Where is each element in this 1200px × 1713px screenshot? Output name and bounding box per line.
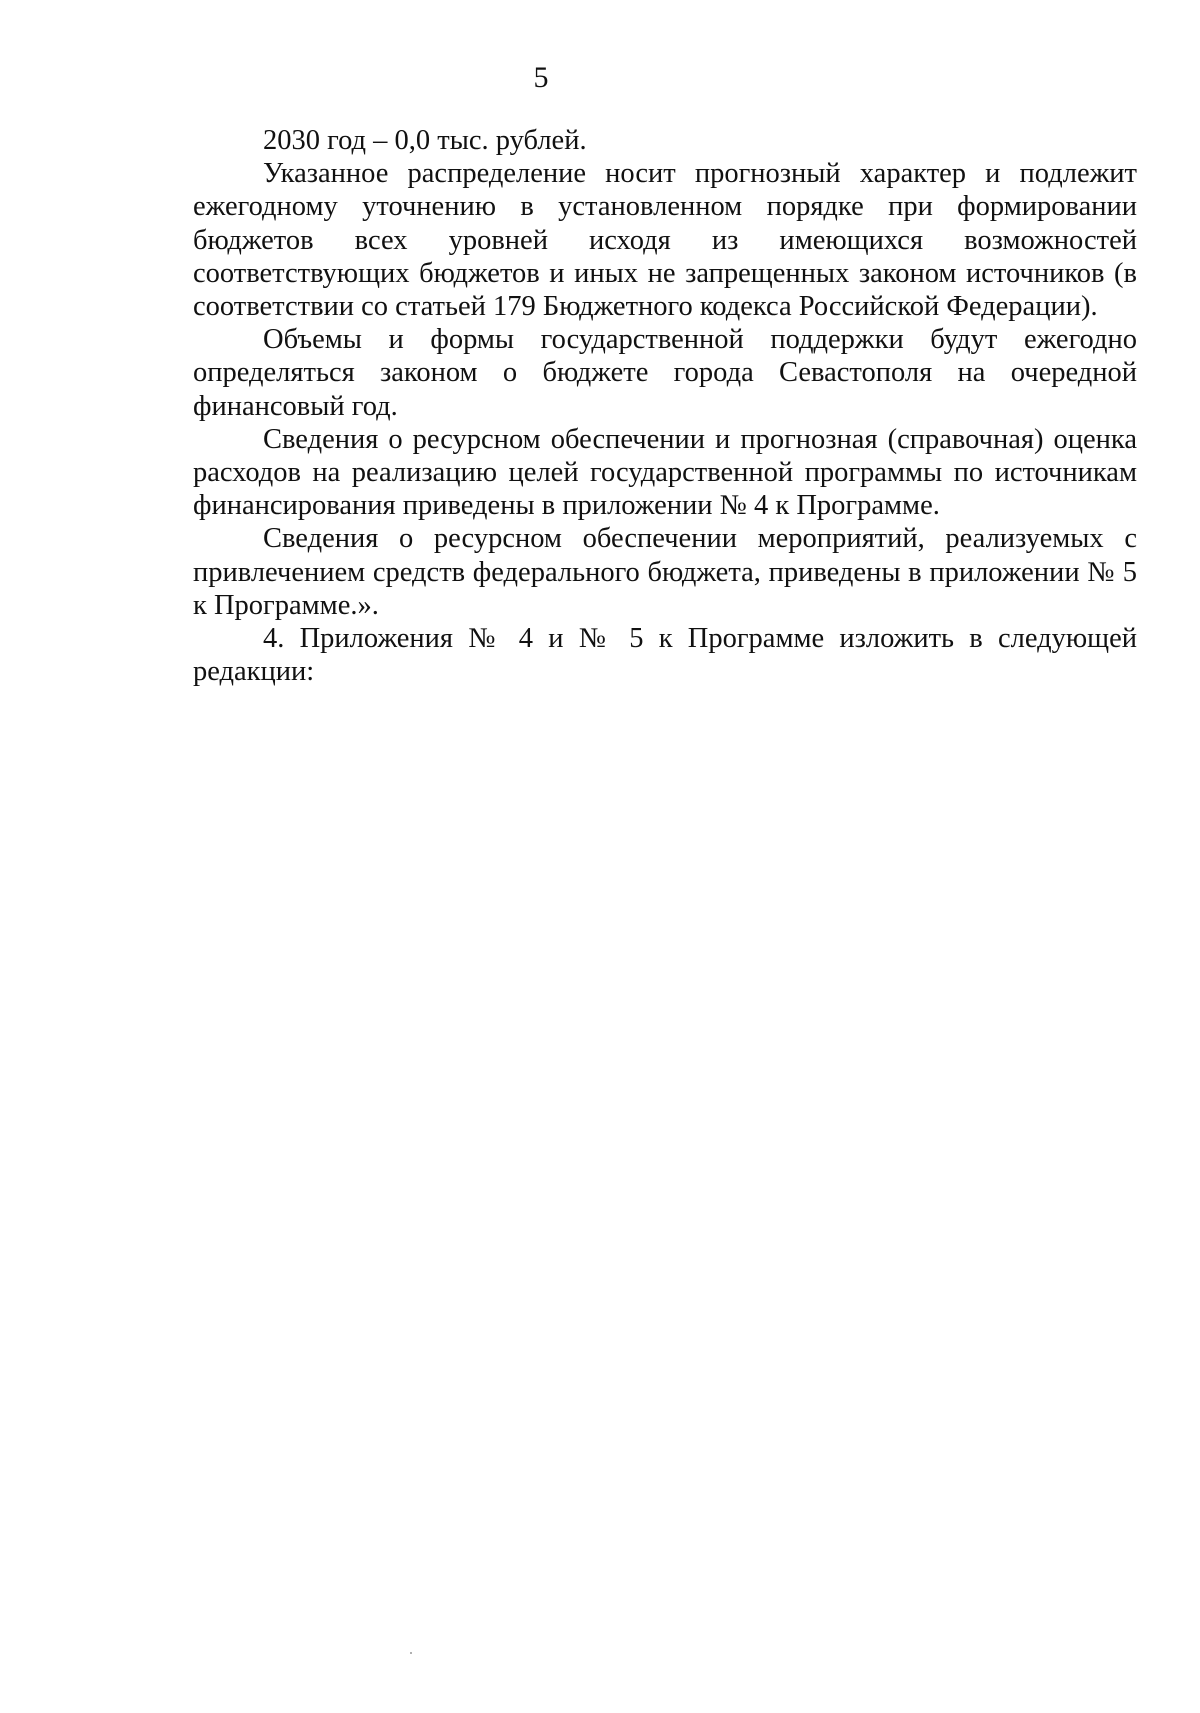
page-number: 5 [533, 61, 549, 94]
paragraph-amendment-item-4: 4. Приложения № 4 и № 5 к Программе изложить в следующей редакции: [193, 623, 1137, 688]
scan-artifact [410, 1652, 412, 1654]
paragraph-state-support: Объемы и формы государственной поддержки будут ежегодно определяться законом о бюджете города Севастополя на очередной финансовый год. [193, 324, 1137, 422]
paragraph-resource-appendix-4: Сведения о ресурсном обеспечении и прогнозная (справочная) оценка расходов на реализацию целей государственной программы по источникам финансирования приведены в приложении № 4 к Программе. [193, 423, 1137, 522]
document-body [193, 124, 1137, 688]
paragraph-forecast-distribution: Указанное распределение носит прогнозный характер и подлежит ежегодному уточнению в установленном порядке при формировании бюджетов всех уровней исходя из имеющихся возможностей соответствующих бюджетов и иных не запрещенных законом источников (в соответствии со статьей 179 Бюджетного кодекса Российской Федерации). [193, 158, 1137, 323]
paragraph-resource-appendix-5: Сведения о ресурсном обеспечении мероприятий, реализуемых с привлечением средств федерального бюджета, приведены в приложении № 5 к Программе.». [193, 523, 1137, 621]
paragraph-budget-2030: 2030 год – 0,0 тыс. рублей. [263, 125, 587, 156]
